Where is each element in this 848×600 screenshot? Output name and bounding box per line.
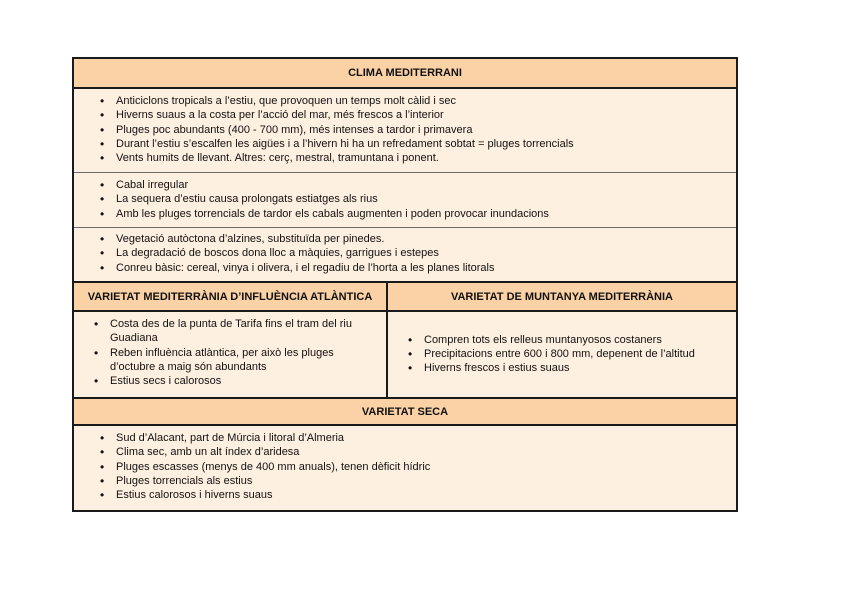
list-item: • La degradació de boscos dona lloc a màquies, garrigues i estepes: [100, 246, 730, 260]
section-rivers: [74, 173, 736, 228]
list-item: • Durant l’estiu s’escalfen les aigües i a l’hivern hi ha un refredament sobtat = pluges torrencials: [100, 137, 730, 151]
variety-bodies: [74, 312, 736, 399]
atlantic-section: [74, 312, 388, 397]
dry-title: VARIETAT SECA: [74, 399, 736, 426]
bullet-list: [408, 333, 695, 376]
bullet-list: [100, 178, 730, 221]
list-item: • Conreu bàsic: cereal, vinya i olivera, i el regadiu de l’horta a les planes litorals: [100, 261, 730, 275]
list-item: • Pluges torrencials als estius: [100, 474, 730, 488]
list-item: • Costa des de la punta de Tarifa fins el tram del riu Guadiana: [94, 317, 380, 346]
list-item: • Anticiclons tropicals a l’estiu, que provoquen un temps molt càlid i sec: [100, 94, 730, 108]
list-item: • Precipitacions entre 600 i 800 mm, depenent de l’altitud: [408, 347, 695, 361]
dry-section: [74, 426, 736, 510]
variety-headers: [74, 283, 736, 312]
list-item: • La sequera d’estiu causa prolongats estiatges als rius: [100, 192, 730, 206]
bullet-list: [100, 431, 730, 502]
bullet-list: [94, 317, 380, 388]
list-item: • Pluges escasses (menys de 400 mm anuals), tenen dèficit hídric: [100, 460, 730, 474]
list-item: • Estius calorosos i hiverns suaus: [100, 488, 730, 502]
section-vegetation: [74, 228, 736, 283]
main-title: CLIMA MEDITERRANI: [74, 59, 736, 89]
list-item: • Hiverns suaus a la costa per l’acció del mar, més frescos a l’interior: [100, 108, 730, 122]
list-item: • Reben influència atlàntica, per això les pluges d’octubre a maig són abundants: [94, 346, 380, 375]
list-item: • Estius secs i calorosos: [94, 374, 380, 388]
list-item: • Amb les pluges torrencials de tardor els cabals augmenten i poden provocar inundacions: [100, 207, 730, 221]
climate-table: [72, 57, 738, 512]
list-item: • Hiverns frescos i estius suaus: [408, 361, 695, 375]
bullet-list: [100, 94, 730, 165]
list-item: • Clima sec, amb un alt índex d’aridesa: [100, 445, 730, 459]
mountain-section: [388, 312, 736, 397]
atlantic-title: VARIETAT MEDITERRÀNIA D’INFLUÈNCIA ATLÀNTICA: [74, 283, 388, 310]
list-item: • Sud d’Alacant, part de Múrcia i litoral d’Almeria: [100, 431, 730, 445]
section-climate: [74, 89, 736, 173]
mountain-title: VARIETAT DE MUNTANYA MEDITERRÀNIA: [388, 283, 736, 310]
list-item: • Vegetació autòctona d’alzines, substituïda per pinedes.: [100, 232, 730, 246]
list-item: • Vents humits de llevant. Altres: cerç, mestral, tramuntana i ponent.: [100, 151, 730, 165]
list-item: • Cabal irregular: [100, 178, 730, 192]
list-item: • Pluges poc abundants (400 - 700 mm), més intenses a tardor i primavera: [100, 123, 730, 137]
bullet-list: [100, 232, 730, 275]
list-item: • Compren tots els relleus muntanyosos costaners: [408, 333, 695, 347]
